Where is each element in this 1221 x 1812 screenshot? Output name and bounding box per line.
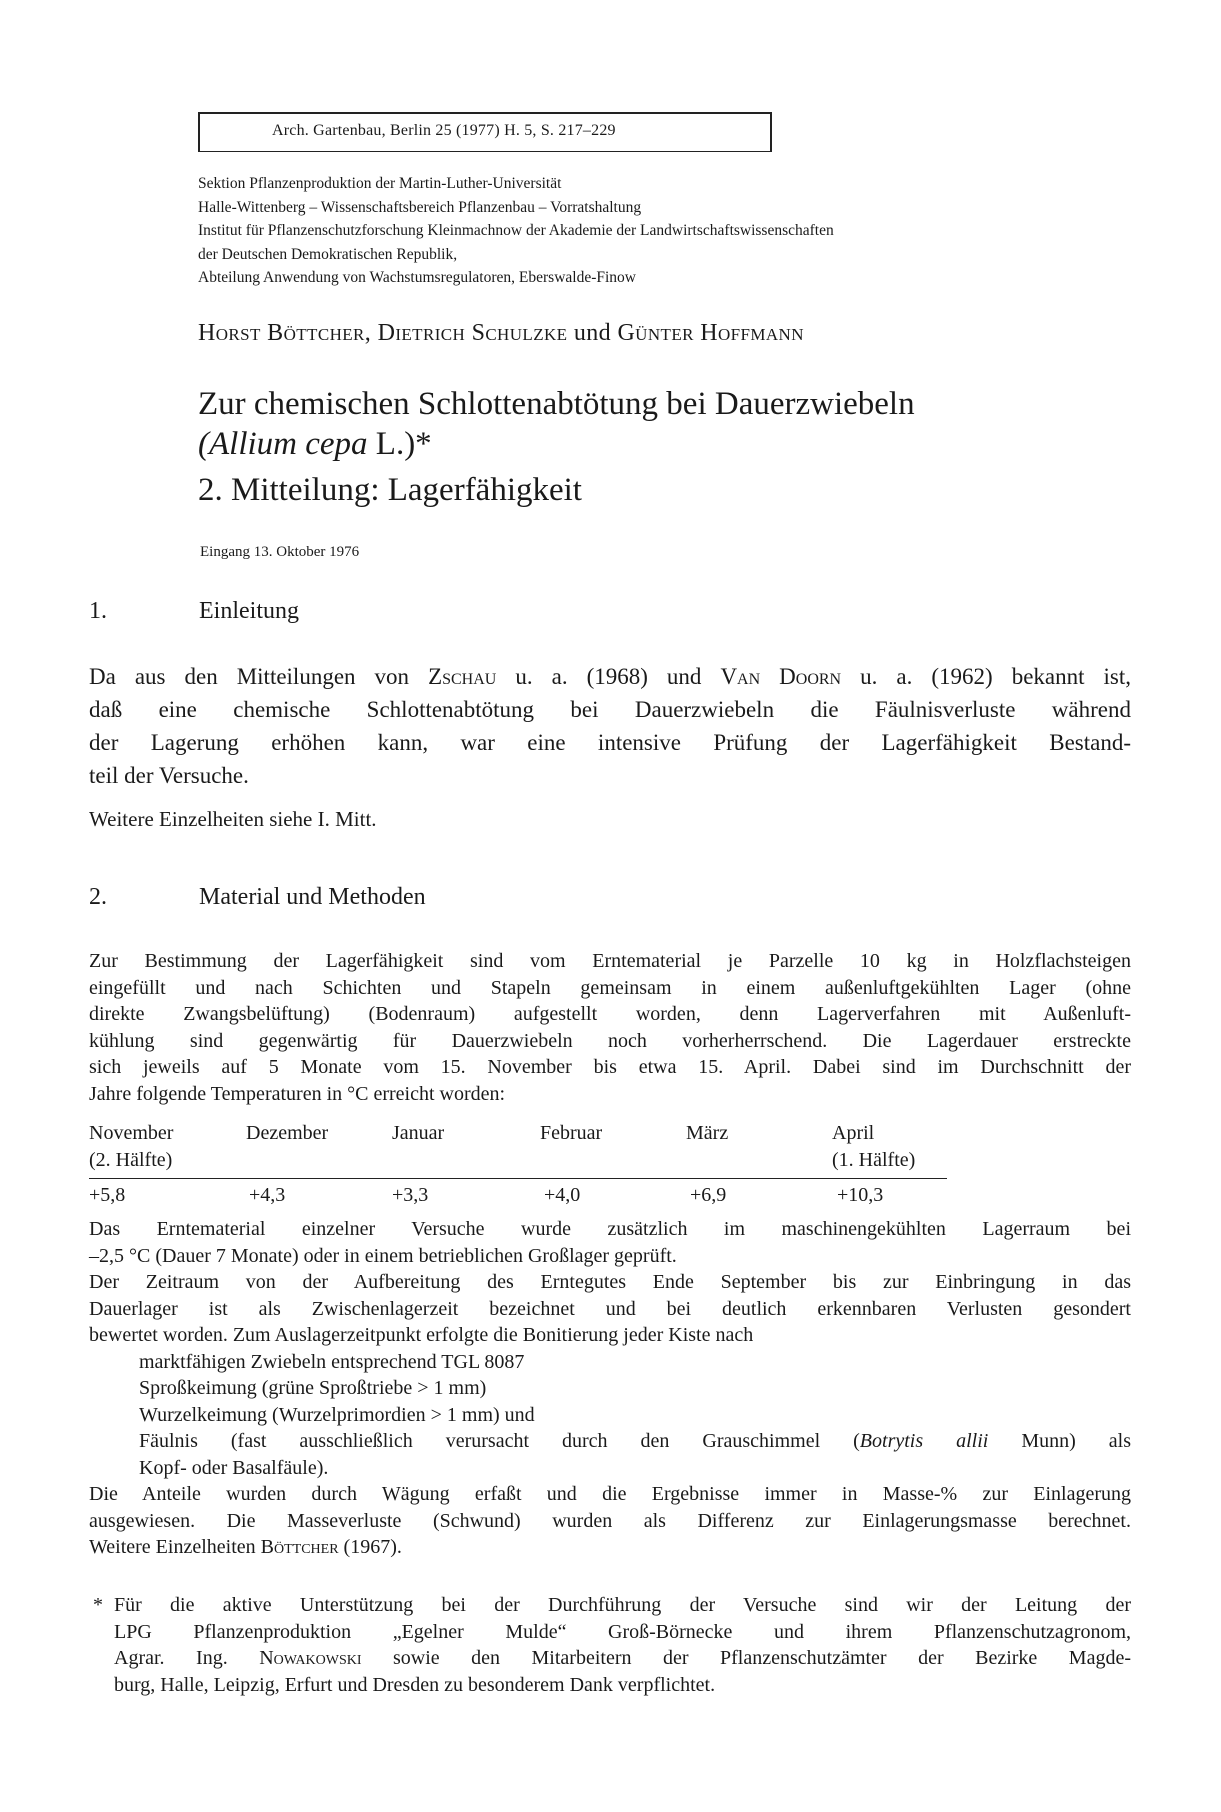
criteria-item: Sproßkeimung (grüne Sproßtriebe > 1 mm): [139, 1377, 487, 1399]
received-date: Eingang 13. Oktober 1976: [200, 544, 360, 560]
cited-author: Böttcher: [260, 1536, 339, 1558]
temperature-value: +5,8: [89, 1184, 126, 1206]
author-name: Dietrich Schulzke: [377, 320, 568, 346]
month-header: November: [89, 1122, 174, 1144]
criteria-item: Wurzelkeimung (Wurzelprimordien > 1 mm) und: [139, 1403, 535, 1426]
text-line: –2,5 °C (Dauer 7 Monate) oder in einem betrieblichen Großlager geprüft.: [89, 1244, 677, 1267]
author-name: Günter Hoffmann: [617, 320, 804, 346]
affiliation-line: der Deutschen Demokratischen Republik,: [198, 245, 458, 263]
paper-subtitle: 2. Mitteilung: Lagerfähigkeit: [198, 472, 582, 508]
text-line: Jahre folgende Temperaturen in °C erreicht worden:: [89, 1082, 506, 1105]
criteria-item: [89, 1428, 1131, 1455]
pathogen-name: Botrytis allii: [859, 1430, 989, 1452]
species-name: (Allium cepa: [198, 426, 368, 462]
text-line: bewertet worden. Zum Auslagerzeitpunkt erfolgte die Bonitierung jeder Kiste nach: [89, 1324, 754, 1346]
footnote-text: [114, 1592, 1131, 1698]
section1-paragraph: [89, 660, 1131, 792]
affiliation-line: Sektion Pflanzenproduktion der Martin-Luther-Universität: [198, 175, 562, 192]
text-span: Munn) als: [988, 1430, 1132, 1452]
month-header: Januar: [392, 1122, 445, 1144]
section-number: 2.: [89, 884, 107, 910]
section-heading-material: [89, 884, 589, 916]
criteria-item: marktfähigen Zwiebeln entsprechend TGL 8087: [139, 1350, 525, 1373]
text-line: Zur Bestimmung der Lagerfähigkeit sind vom Erntematerial je Parzelle 10 kg in Holzflachsteigen: [89, 950, 1131, 972]
footnote-marker: *: [93, 1594, 103, 1616]
temperature-subheader-row: [89, 1149, 947, 1176]
author-separator: und: [567, 320, 618, 346]
section2-paragraph-2: [89, 1216, 1131, 1561]
month-header: Februar: [540, 1122, 603, 1144]
text-line: Für die aktive Unterstützung bei der Durchführung der Versuche sind wir der Leitung der: [114, 1594, 1131, 1616]
text-span: u. a. (1962) bekannt ist,: [841, 664, 1131, 689]
author-list: [198, 320, 804, 347]
text-line: daß eine chemische Schlottenabtötung bei Dauerzwiebeln die Fäulnisverluste während: [89, 697, 1131, 722]
cited-author: Van Doorn: [720, 664, 842, 689]
cited-person: Nowakowski: [259, 1647, 362, 1669]
temperature-value: +3,3: [392, 1184, 429, 1206]
text-span: Fäulnis (fast ausschließlich verursacht durch den Grauschimmel (: [139, 1430, 860, 1452]
section2-paragraph: [89, 948, 1131, 1107]
temperature-table: [89, 1122, 947, 1206]
criteria-item-continued: Kopf- oder Basalfäule).: [139, 1456, 329, 1479]
month-header: März: [686, 1122, 729, 1144]
text-line: direkte Zwangsbelüftung) (Bodenraum) aufgestellt worden, denn Lagerverfahren mit Außenluft-: [89, 1003, 1131, 1025]
text-line: LPG Pflanzenproduktion „Egelner Mulde“ Groß-Börnecke und ihrem Pflanzenschutzagronom,: [114, 1620, 1131, 1643]
text-line: Dauerlager ist als Zwischenlagerzeit bezeichnet und bei deutlich erkennbaren Verlusten gesondert: [89, 1297, 1131, 1320]
title-line: [198, 424, 1098, 464]
text-line: Die Anteile wurden durch Wägung erfaßt und die Ergebnisse immer in Masse-% zur Einlagerung: [89, 1483, 1131, 1505]
temperature-value: +4,3: [249, 1184, 286, 1206]
temperature-header-row: [89, 1122, 947, 1149]
temperature-value: +6,9: [690, 1184, 727, 1206]
temperature-value: +10,3: [837, 1184, 884, 1206]
text-line: kühlung sind gegenwärtig für Dauerzwiebeln noch vorherherrschend. Die Lagerdauer erstreckte: [89, 1029, 1131, 1052]
text-span: sowie den Mitarbeitern der Pflanzenschutzämter der Bezirke Magde-: [361, 1647, 1131, 1669]
text-line: teil der Versuche.: [89, 763, 249, 788]
paper-title: [198, 384, 1098, 464]
author-separator: ,: [364, 320, 378, 346]
text-span: Agrar. Ing.: [114, 1647, 260, 1669]
footnote: [89, 1592, 1131, 1698]
title-line: Zur chemischen Schlottenabtötung bei Dauerzwiebeln: [198, 386, 915, 422]
journal-reference: Arch. Gartenbau, Berlin 25 (1977) H. 5, S. 217–229: [272, 122, 616, 139]
month-subheader: (2. Hälfte): [89, 1149, 173, 1171]
month-subheader: (1. Hälfte): [832, 1149, 916, 1171]
affiliation-line: Halle-Wittenberg – Wissenschaftsbereich Pflanzenbau – Vorratshaltung: [198, 198, 642, 216]
title-line-rest: L.)*: [367, 426, 432, 462]
section-title: Material und Methoden: [199, 884, 426, 910]
text-line: der Lagerung erhöhen kann, war eine intensive Prüfung der Lagerfähigkeit Bestand-: [89, 730, 1131, 755]
affiliation-line: Abteilung Anwendung von Wachstumsregulatoren, Eberswalde-Finow: [198, 269, 636, 286]
text-line: [114, 1645, 1131, 1672]
temperature-value-row: [89, 1180, 947, 1210]
text-line: Der Zeitraum von der Aufbereitung des Erntegutes Ende September bis zur Einbringung in das: [89, 1271, 1131, 1293]
text-span: Da aus den Mitteilungen von: [89, 664, 429, 689]
text-line: burg, Halle, Leipzig, Erfurt und Dresden zu besonderem Dank verpflichtet.: [114, 1673, 716, 1696]
table-rule: [89, 1178, 947, 1179]
text-span: u. a. (1968) und: [496, 664, 721, 689]
text-line: sich jeweils auf 5 Monate vom 15. November bis etwa 15. April. Dabei sind im Durchschnitt der: [89, 1056, 1131, 1078]
temperature-value: +4,0: [544, 1184, 581, 1206]
text-line: [89, 1534, 1131, 1561]
journal-reference-box: [198, 112, 772, 152]
affiliation-line: Institut für Pflanzenschutzforschung Kleinmachnow der Akademie der Landwirtschaftswissenschaften: [198, 222, 834, 239]
cited-author: Zschau: [428, 664, 497, 689]
text-span: (1967).: [338, 1536, 402, 1558]
text-line: eingefüllt und nach Schichten und Stapeln gemeinsam in einem außenluftgekühlten Lager (ohne: [89, 976, 1131, 999]
section-title: Einleitung: [199, 598, 299, 624]
text-line: Das Erntematerial einzelner Versuche wurde zusätzlich im maschinengekühlten Lagerraum bei: [89, 1218, 1131, 1240]
month-header: Dezember: [246, 1122, 329, 1144]
text-span: Weitere Einzelheiten: [89, 1536, 261, 1558]
section-number: 1.: [89, 598, 107, 624]
section1-note: Weitere Einzelheiten siehe I. Mitt.: [89, 807, 377, 831]
author-name: Horst Böttcher: [198, 320, 365, 346]
section-heading-einleitung: [89, 598, 489, 630]
affiliations: [198, 172, 1098, 290]
text-line: [89, 660, 1131, 693]
month-header: April: [832, 1122, 875, 1144]
text-line: ausgewiesen. Die Masseverluste (Schwund) wurden als Differenz zur Einlagerungsmasse berechnet.: [89, 1509, 1131, 1532]
